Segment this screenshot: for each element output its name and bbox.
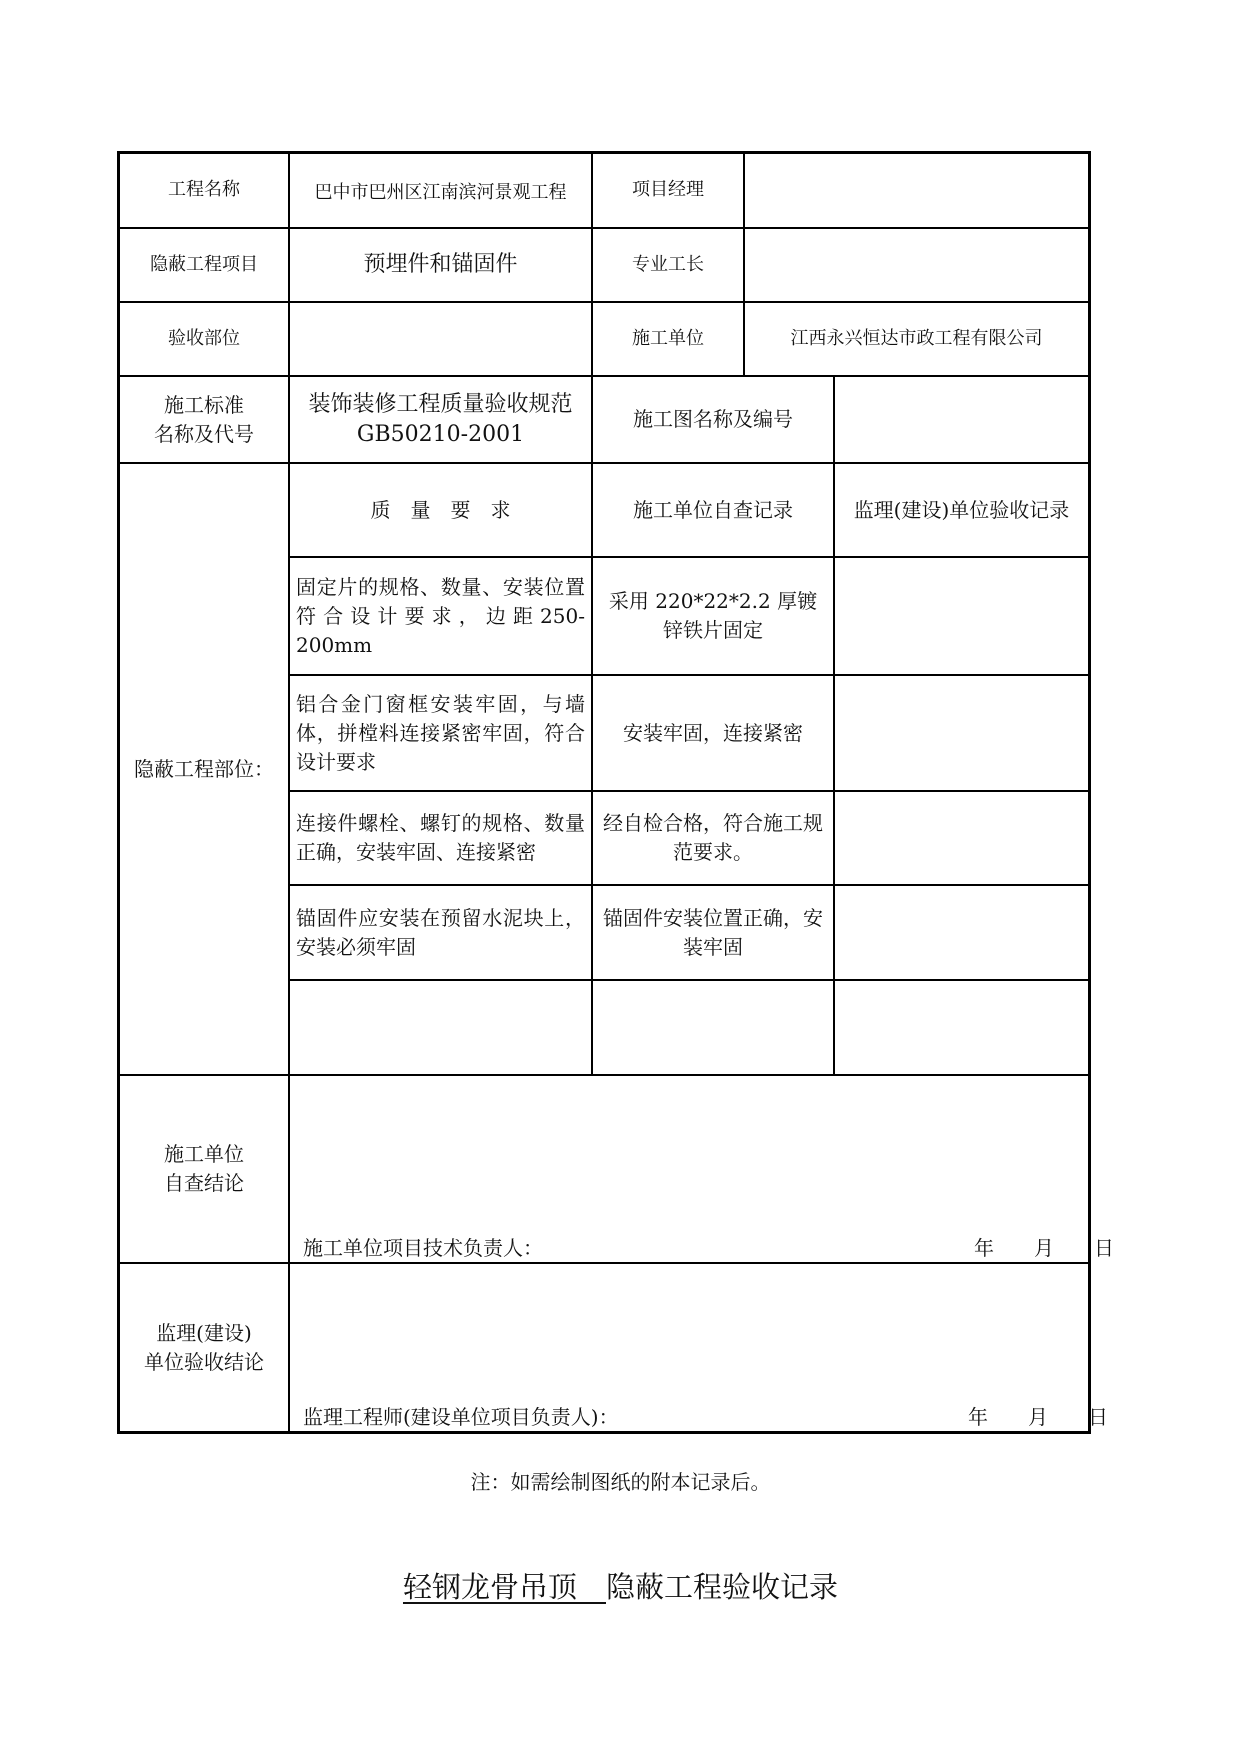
project-name-label: 工程名称 xyxy=(168,179,240,201)
drawing-value xyxy=(835,377,1088,462)
contractor-signer-label: 施工单位项目技术负责人： xyxy=(303,1236,543,1260)
requirement-cell: 铝合金门窗框安装牢固，与墙体，拼樘料连接紧密牢固，符合设计要求 xyxy=(296,691,585,774)
requirement-cell: 固定片的规格、数量、安装位置符合设计要求，边距250-200mm xyxy=(296,574,585,657)
project-manager-label: 项目经理 xyxy=(632,179,704,201)
contractor-conclusion-label: 施工单位 自查结论 xyxy=(164,1142,244,1195)
requirement-cell: 锚固件应安装在预留水泥块上，安装必须牢固 xyxy=(296,905,585,959)
col-requirement-header: 质 量 要 求 xyxy=(370,497,511,522)
contractor-value: 江西永兴恒达市政工程有限公司 xyxy=(790,327,1043,349)
supervision-cell xyxy=(835,981,1088,1074)
supervision-date: 年 月 日 xyxy=(968,1405,1108,1429)
requirement-cell xyxy=(290,981,591,1074)
inspection-part-value xyxy=(290,303,591,375)
self-check-cell: 安装牢固，连接紧密 xyxy=(623,720,803,745)
hidden-item-label: 隐蔽工程项目 xyxy=(150,253,258,275)
next-record-title-rest: 隐蔽工程验收记录 xyxy=(606,1570,839,1604)
standard-label: 施工标准 名称及代号 xyxy=(154,392,254,446)
inspection-part-label: 验收部位 xyxy=(168,327,240,349)
supervision-cell xyxy=(835,792,1088,884)
supervision-signer-label: 监理工程师(建设单位项目负责人)： xyxy=(303,1405,619,1429)
drawing-note: 注：如需绘制图纸的附本记录后。 xyxy=(470,1470,771,1494)
hidden-section-label: 隐蔽工程部位： xyxy=(134,756,274,781)
self-check-cell: 经自检合格，符合施工规范要求。 xyxy=(603,811,823,864)
project-name-value: 巴中市巴州区江南滨河景观工程 xyxy=(314,182,567,204)
supervision-cell xyxy=(835,886,1088,979)
table-border-bottom xyxy=(117,1431,1091,1434)
next-record-title-underlined: 轻钢龙骨吊顶 xyxy=(402,1570,606,1604)
col-supervision-header: 监理(建设)单位验收记录 xyxy=(853,497,1070,522)
supervision-conclusion-label: 监理(建设) 单位验收结论 xyxy=(144,1320,264,1374)
drawing-label: 施工图名称及编号 xyxy=(633,407,793,431)
self-check-cell xyxy=(593,981,833,1074)
standard-value: 装饰装修工程质量验收规范 GB50210-2001 xyxy=(308,391,573,447)
col-self-check-header: 施工单位自查记录 xyxy=(633,497,793,522)
supervision-cell xyxy=(835,676,1088,790)
self-check-cell: 锚固件安装位置正确，安装牢固 xyxy=(603,905,823,959)
project-manager-value xyxy=(745,154,1088,227)
hidden-item-value: 预埋件和锚固件 xyxy=(363,252,518,278)
next-record-title xyxy=(0,1565,1241,1606)
foreman-value xyxy=(745,229,1088,301)
contractor-label: 施工单位 xyxy=(632,327,704,349)
self-check-cell: 采用 220*22*2.2 厚镀锌铁片固定 xyxy=(608,589,818,642)
contractor-date: 年 月 日 xyxy=(974,1236,1114,1260)
requirement-cell: 连接件螺栓、螺钉的规格、数量正确，安装牢固、连接紧密 xyxy=(296,811,585,864)
supervision-cell xyxy=(835,558,1088,674)
foreman-label: 专业工长 xyxy=(632,253,704,275)
